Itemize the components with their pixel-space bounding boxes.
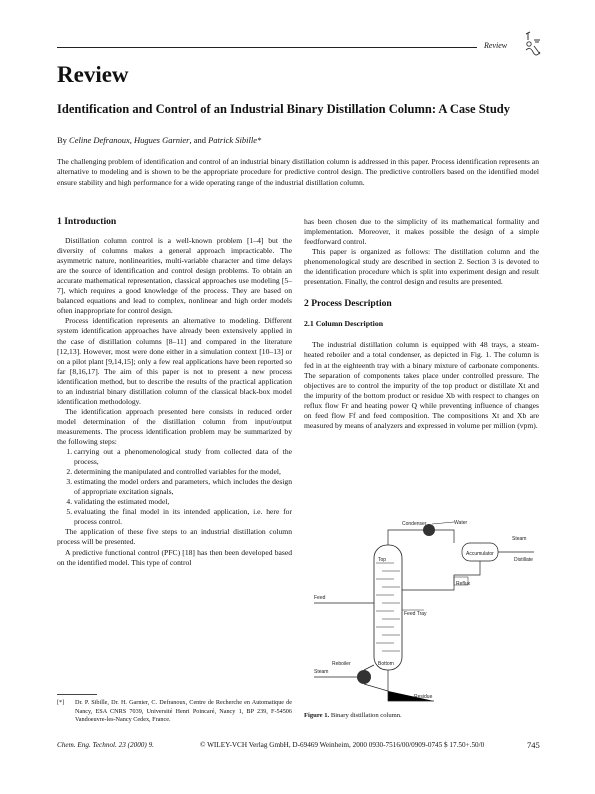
paragraph: This paper is organized as follows: The distillation column and the phenomenological study are described in section 2. Section 3 is devoted to the identification procedure which is split into experiment design and result presentation. Finally, the control design and results are presented. [304, 247, 539, 287]
label-water: Water [454, 520, 468, 526]
author-sep: , and [189, 135, 206, 145]
paragraph: The application of these five steps to an industrial distillation column process will be presented. [57, 527, 292, 547]
header-rule [57, 47, 477, 48]
label-reboiler: Reboiler [332, 661, 351, 667]
label-accumulator: Accumulator [466, 551, 494, 557]
distillation-column-diagram [304, 515, 544, 710]
figure-caption-text: Binary distillation column. [330, 712, 402, 719]
header-section-label: Review [484, 41, 508, 50]
list-item: 2. determining the manipulated and controlled variables for the model, [74, 467, 292, 477]
label-distillate: Distillate [514, 557, 533, 563]
paragraph: Distillation column control is a well-known problem [1–4] but the diversity of columns makes a general approach impracticable. The asymmetric nature, nonlinearities, multi-variable character and time delays are the source of identification and control design problems. To obtain an accurate mathematical representation, classical approaches use modeling [5–7], which requires a good knowledge of the process. They are based on balanced equations and lead to complex, nonlinear and high order models often inappropriate for control design. [57, 236, 292, 316]
paragraph: The identification approach presented here consists in reduced order model determination of the distillation column from input/output measurements. The process identification problem may be summarized by the following steps: [57, 406, 292, 446]
label-top: Top [378, 557, 387, 563]
author-3: Patrick Sibille* [208, 135, 262, 145]
author-1: Celine Defranoux [69, 135, 130, 145]
byline-prefix: By [57, 135, 67, 145]
right-column [304, 217, 539, 431]
label-condenser: Condenser [402, 521, 427, 527]
publisher-line: © WILEY-VCH Verlag GmbH, D-69469 Weinheim, 2000 0930-7516/00/0909-0745 $ 17.50+.50/0 [200, 741, 485, 749]
paragraph: Process identification represents an alternative to modeling. Different system identification approaches have already been extensively applied in the case of distillation columns [8–11] and compared in the literature [12,13]. However, most were done either in a simulation context [10–13] or on a pilot plant [9,14,15]; only a few real applications have been reported so far [8,16,17]. The aim of this paper is not to present a new process identification method, but to describe the results of the practical application to an industrial binary distillation column of the classical black-box model identification methodology. [57, 316, 292, 406]
article-type: Review [57, 62, 129, 87]
left-column [57, 217, 292, 568]
list-item: 3. estimating the model orders and parameters, which includes the design of appropriate excitation signals, [74, 477, 292, 497]
author-2: Hugues Garnier [133, 135, 190, 145]
section-heading-process-description: 2 Process Description [304, 298, 392, 310]
label-steam: Steam [512, 536, 527, 542]
paragraph: A predictive functional control (PFC) [18] has then been developed based on the identified model. This type of control [57, 547, 292, 567]
list-item: 4. validating the estimated model, [74, 497, 292, 507]
label-feed: Feed [314, 595, 326, 601]
article-title: Identification and Control of an Industrial Binary Distillation Column: A Case Study [57, 102, 510, 116]
label-reflux: Reflux [456, 581, 471, 587]
page-number: 745 [527, 740, 540, 750]
column-trays [376, 563, 400, 651]
paragraph: has been chosen due to the simplicity of its mathematical formality and implementation. Moreover, it makes possible the design of a simple feedforward control. [304, 217, 539, 247]
list-item: 1. carrying out a phenomenological study from collected data of the process, [74, 447, 292, 467]
label-bottom: Bottom [378, 661, 394, 667]
reboiler-icon [357, 670, 371, 684]
subsection-heading-column-description: 2.1 Column Description [304, 319, 384, 329]
section-heading-introduction: 1 Introduction [57, 216, 117, 227]
label-residue: Residue [414, 694, 433, 700]
identification-steps-list [57, 447, 292, 527]
journal-logo-icon [520, 30, 544, 56]
footnote [57, 699, 292, 725]
footnote-rule [57, 694, 97, 695]
abstract: The challenging problem of identification and control of an industrial binary distillation column is addressed in this paper. Process identification represents an alternative to modeling and is shown to be the appropriate procedure for predictive control design. The predictive controllers based on the identified model ensure stability and high performance for a wide operating range of the industrial distillation column. [57, 157, 539, 187]
label-steam-reboiler: Steam [314, 669, 329, 675]
author-line [57, 135, 261, 145]
paragraph: The industrial distillation column is equipped with 48 trays, a steam-heated reboiler and a total condenser, as depicted in Fig. 1. The column is fed in at the eighteenth tray with a binary mixture of carbonate components. The separation of components takes place under controlled pressure. The objectives are to control the impurity of the top product or distillate Xt and the impurity of the bottom product or residue Xb with respect to changes on reflux flow Fr and heating power Q while preventing influence of changes on feed flow Ff and feed composition. The compositions Xt and Xb are measured by means of analyzers and expressed in volume per million (vpm). [304, 340, 539, 430]
list-item: 5. evaluating the final model in its intended application, i.e. here for process control. [74, 507, 292, 527]
journal-citation: Chem. Eng. Technol. 23 (2000) 9. [57, 741, 154, 749]
figure-label: Figure 1. [304, 712, 330, 719]
label-feed-tray: Feed Tray [404, 611, 427, 617]
footnote-text: Dr. P. Sibille, Dr. H. Garnier, C. Defranoux, Centre de Recherche en Automatique de Nancy, ESA CNRS 7039, Université Henri Poincaré, Nancy 1, BP 239, F-54506 Vandoeuvre-les-Nancy Cedex, France. [75, 699, 292, 724]
footnote-mark: [*] [57, 699, 65, 706]
figure-caption [304, 712, 402, 719]
author-sep: , [129, 135, 132, 145]
